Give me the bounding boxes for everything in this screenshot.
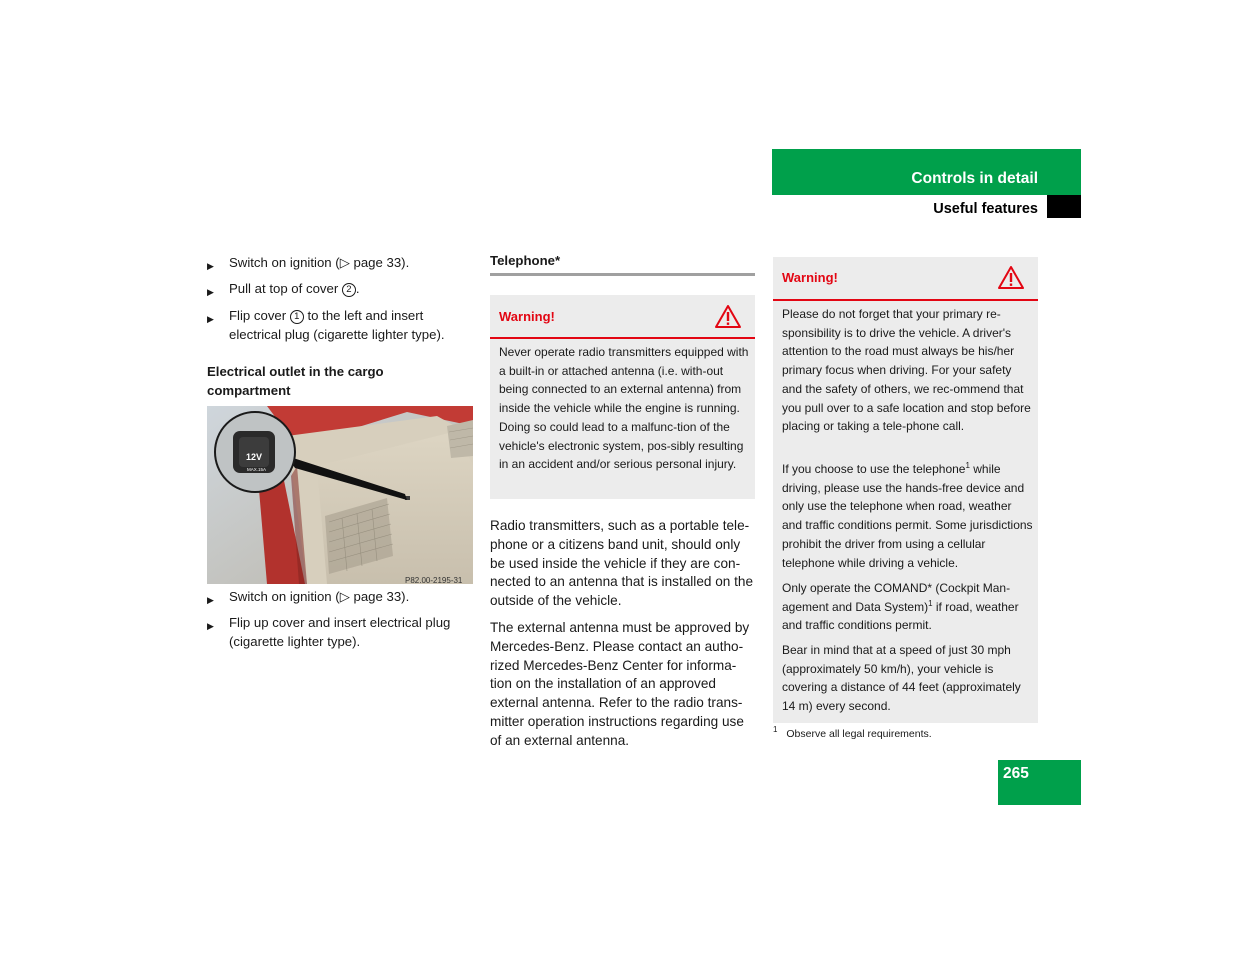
paragraph: The external antenna must be approved by Mercedes-Benz. Please contact an autho-rized Mercedes-Benz Center for informa-tion on the installation of an approved external antenna. Refer to the radio trans-mitter operation instructions regarding use of an external antenna. [490,620,750,748]
callout-number: 2 [342,283,356,297]
bullet-icon: ▶ [207,261,214,271]
warning-triangle-icon [714,304,742,329]
footnote-ref: 1 [928,598,933,608]
warning-text: If you choose to use the telephone$^1$ while driving, please use the hands-free device and only use the telephone when road, weather and traffic conditions permit. Some jurisdictions prohibit the driver from using a cellular telephone while driving a vehicle. [782,461,1033,570]
chapter-title: Controls in detail [911,170,1038,187]
bullet-icon: ▶ [207,287,214,297]
page-ref: ▷ page 33 [339,255,402,270]
footnote-mark: 1 [773,725,778,734]
section-subtitle: Useful features [933,201,1038,217]
callout-number: 1 [290,310,304,324]
bullet-icon: ▶ [207,595,214,605]
image-code: P82.00-2195-31 [405,576,463,585]
page-number: 265 [1003,765,1029,782]
warning-title: Warning! [499,309,555,324]
section-heading: Electrical outlet in the cargo compartment [207,364,384,398]
bullet-icon: ▶ [207,621,214,631]
warning-text: Never operate radio transmitters equipped with a built-in or attached antenna (i.e. with-out being connected to an external antenna) from inside the vehicle while the engine is running. Doing so could lead to a malfunc-tion of the vehicle's electronic system, pos-sibly resulting in an accident and/or serious personal injury. [499,345,749,472]
list-item: ▶ Pull at top of cover 2 . [207,279,475,298]
warning-text: Bear in mind that at a speed of just 30 mph (approximately 50 km/h), your vehicle is covering a distance of 44 feet (approximately 14 m) every second. [782,643,1021,714]
socket-label: 12V [246,452,263,462]
bullet-icon: ▶ [207,314,214,324]
list-item: ▶ Switch on ignition (▷ page 33). [207,587,475,606]
footnote [773,725,932,740]
footnote-text: Observe all legal requirements. [786,728,932,740]
warning-box-driving [773,257,1038,723]
warning-triangle-icon [997,265,1025,290]
warning-text: Only operate the COMAND* (Cockpit Man-agement and Data System)$^1$ if road, weather and traffic conditions permit. [782,581,1019,633]
warning-divider [773,299,1038,301]
page-ref: ▷ page 33 [339,589,402,604]
footnote-ref: 1 [965,461,970,470]
list-item: ▶ Flip cover 1 to the left and insert electrical plug (cigarette lighter type). [207,308,445,342]
socket-sublabel: MAX.15A [247,467,267,472]
heading-rule [490,273,755,276]
warning-title: Warning! [782,270,838,285]
cargo-outlet-image [207,406,473,584]
cargo-outlet-illustration [207,406,473,584]
list-item: ▶ Flip up cover and insert electrical plug (cigarette lighter type). [207,615,451,649]
header-tab-marker [1047,195,1081,218]
warning-text: Please do not forget that your primary re-sponsibility is to drive the vehicle. A driver's attention to the road must always be his/her primary focus when driving. For your safety and the safety of others, we rec-ommend that you pull over to a safe location and stop before placing or taking a tele-phone call. [782,307,1031,434]
paragraph: Radio transmitters, such as a portable tele-phone or a citizens band unit, should only be used inside the vehicle if they are con-nected to an antenna that is installed on the outside of the vehicle. [490,518,754,609]
list-item: ▶ Switch on ignition (▷ page 33). [207,253,475,272]
warning-box [490,295,755,499]
warning-divider [490,337,755,339]
telephone-heading: Telephone* [490,253,561,268]
